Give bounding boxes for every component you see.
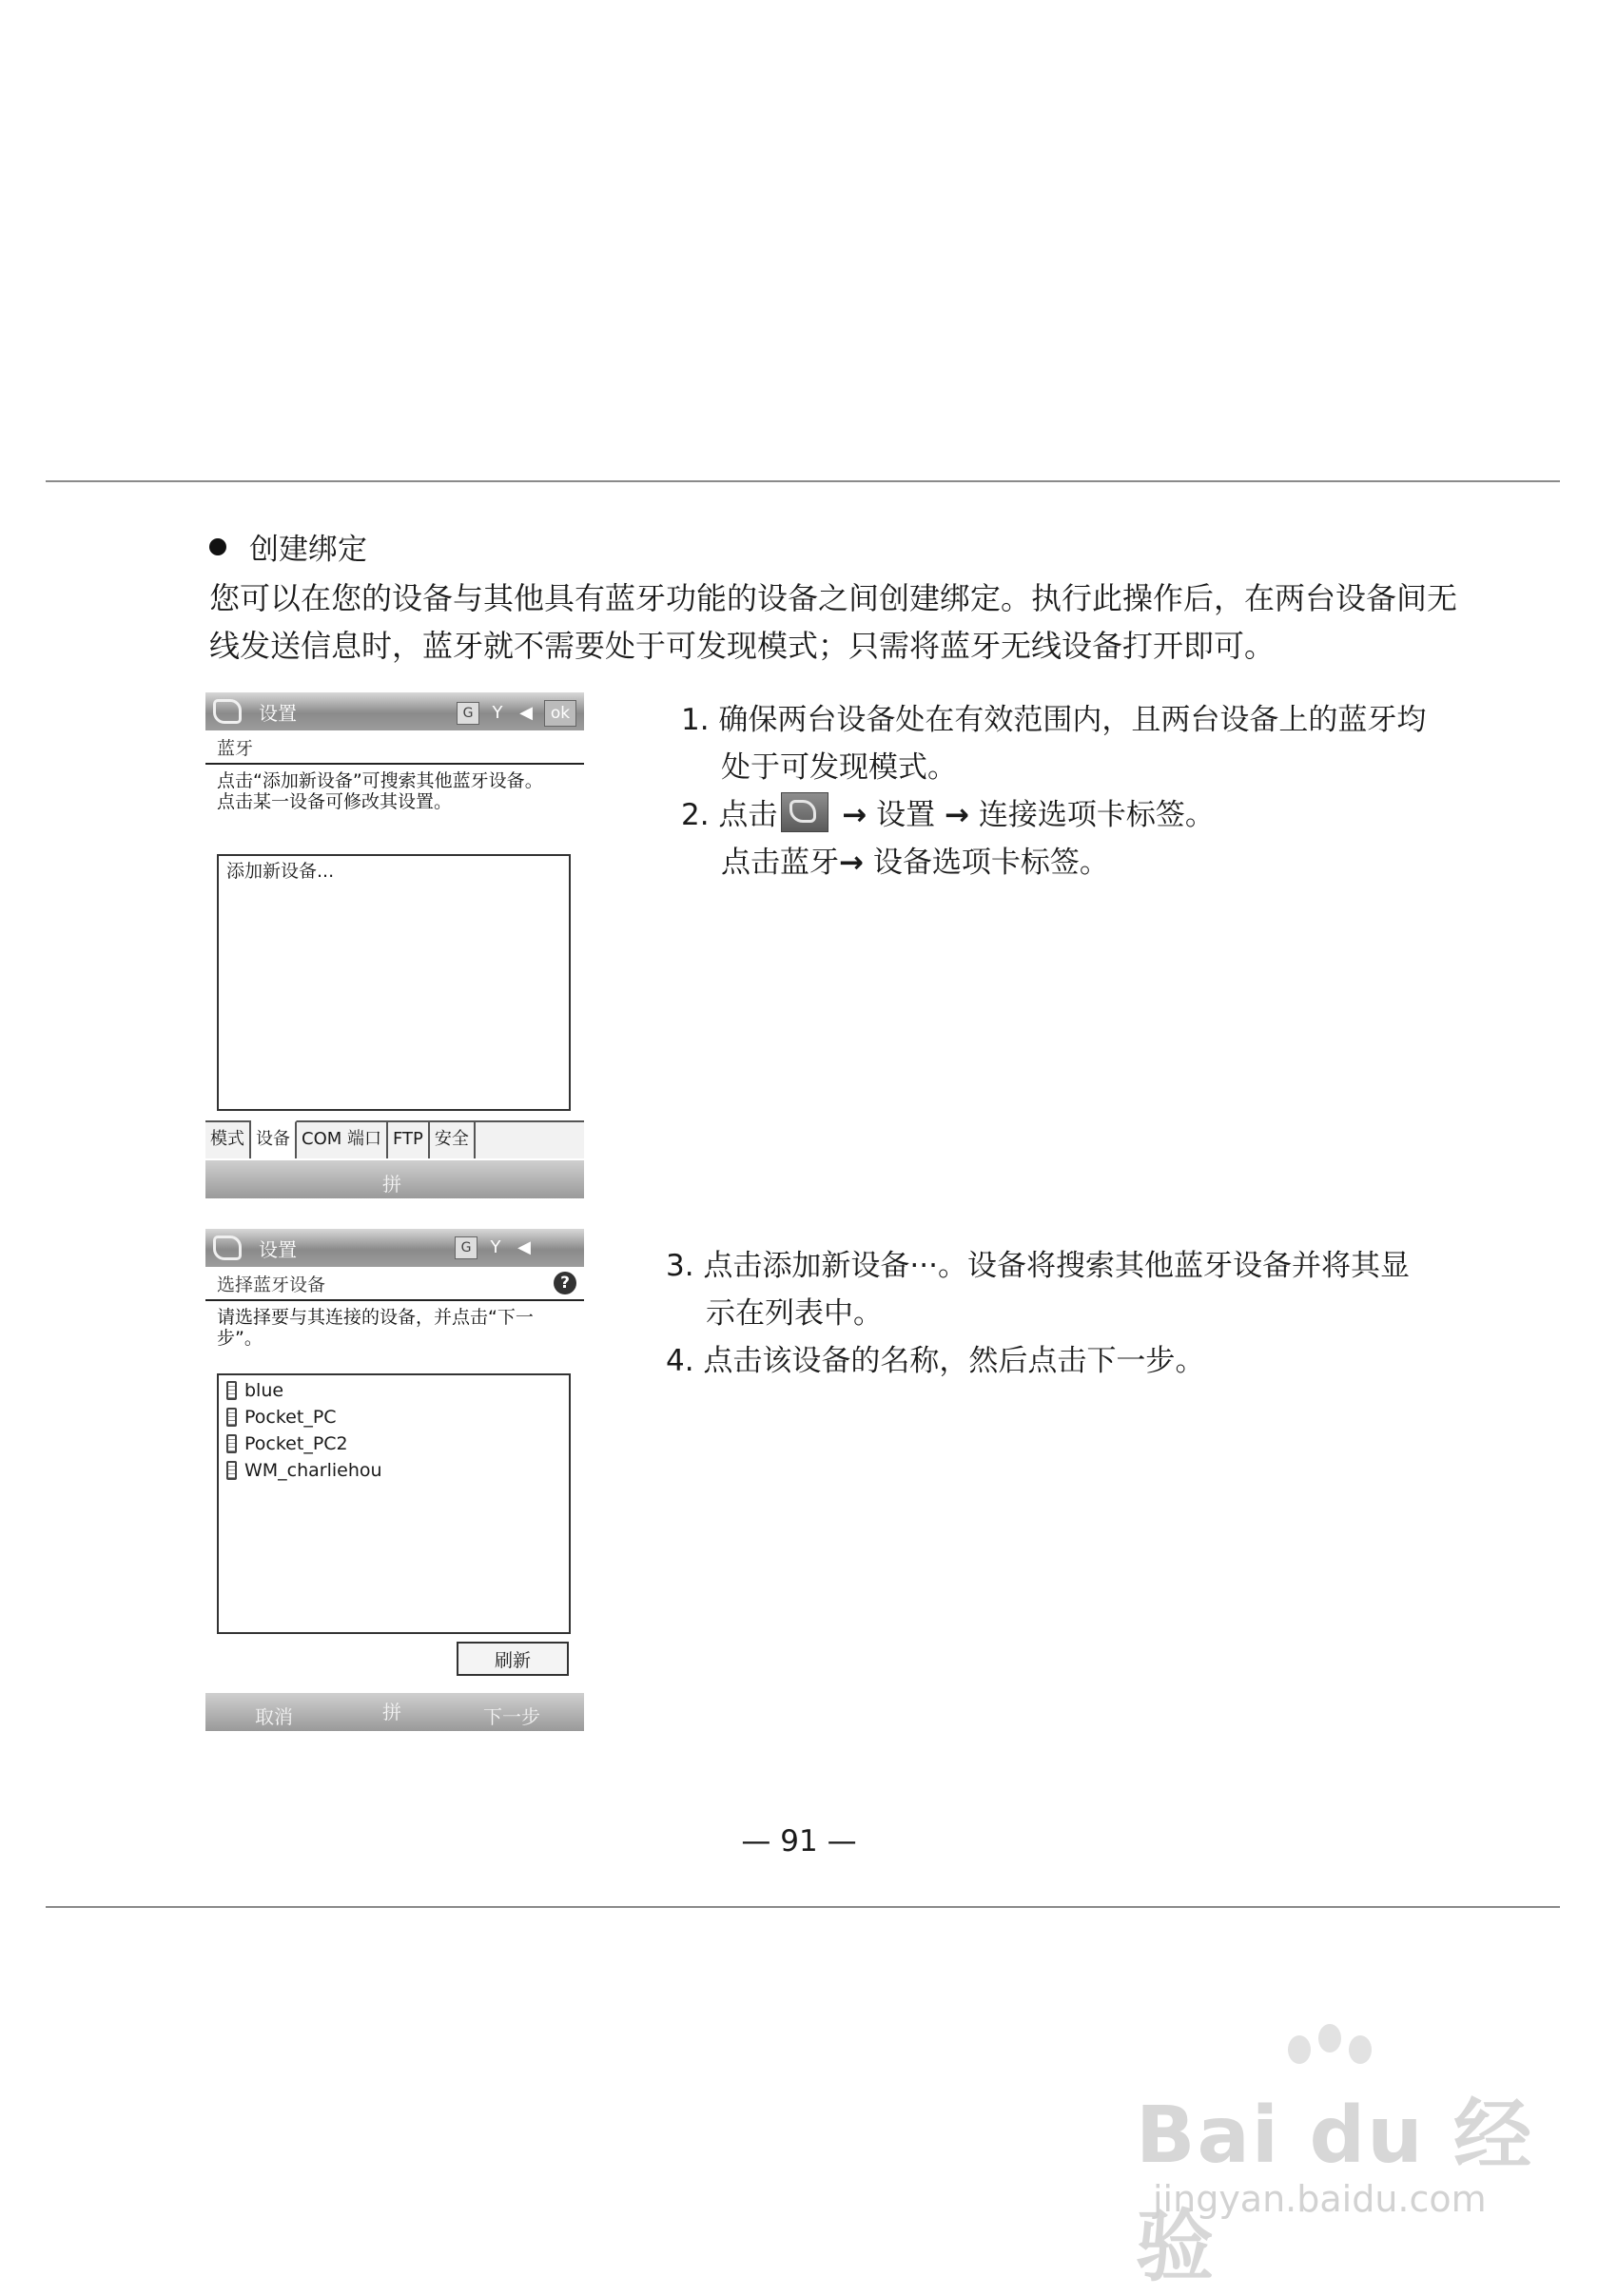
gprs-icon: G [455, 1236, 477, 1259]
baidu-watermark [1136, 2073, 1535, 2292]
volume-icon[interactable]: ◀ [519, 703, 533, 723]
add-new-device-item: 添加新设备... [226, 860, 335, 882]
subtitle: 蓝牙 [217, 737, 254, 759]
tab-mode[interactable]: 模式 [205, 1122, 251, 1158]
step-4-next: 下一步 [1086, 1344, 1176, 1378]
section-heading [209, 525, 367, 568]
page-number: — 91 — [741, 1824, 857, 1858]
section-title: 创建绑定 [249, 533, 367, 567]
step-3-prefix: 3. 点击 [666, 1249, 763, 1283]
paw-icon [1318, 2024, 1341, 2053]
device-name: blue [244, 1380, 284, 1401]
intro-line-1: 您可以在您的设备与其他具有蓝牙功能的设备之间创建绑定。执行此操作后，在两台设备间无 [209, 580, 1458, 616]
list-item[interactable] [219, 1457, 569, 1484]
device-name: Pocket_PC2 [244, 1433, 348, 1454]
step-4 [666, 1337, 1410, 1385]
tab-devices[interactable]: 设备 [251, 1120, 297, 1158]
screen-title: 设置 [259, 701, 297, 725]
tab-security[interactable]: 安全 [430, 1122, 476, 1158]
step-3-add: 添加新设备··· [762, 1249, 938, 1283]
steps-group-2 [666, 1242, 1410, 1385]
cancel-button[interactable]: 取消 [255, 1705, 293, 1728]
subtitle-bar [205, 1267, 584, 1301]
instructions [205, 765, 584, 812]
title-bar [205, 1229, 584, 1267]
paw-icon [1349, 2035, 1372, 2064]
step-3-line-2: 示在列表中。 [706, 1296, 883, 1331]
arrow-icon: → [842, 798, 867, 832]
gprs-icon: G [457, 702, 479, 725]
step-1-line-1: 1. 确保两台设备处在有效范围内，且两台设备上的蓝牙均 [681, 703, 1427, 737]
arrow-icon: → [839, 846, 864, 880]
subtitle: 选择蓝牙设备 [217, 1274, 326, 1295]
menu-bar [205, 1693, 584, 1731]
steps-group-1 [681, 696, 1426, 886]
instruction-line-1: 点击“添加新设备”可搜索其他蓝牙设备。 [217, 770, 543, 791]
windows-start-icon[interactable] [213, 699, 242, 724]
status-icons [457, 700, 576, 727]
list-item[interactable] [219, 856, 569, 883]
volume-icon[interactable]: ◀ [517, 1237, 531, 1257]
bottom-divider [46, 1906, 1560, 1908]
step-2b [681, 839, 1426, 886]
step-3-rest: 。设备将搜索其他蓝牙设备并将其显 [938, 1249, 1410, 1283]
tab-bar [205, 1120, 584, 1158]
windows-start-icon[interactable] [213, 1236, 242, 1260]
device-icon [226, 1381, 237, 1400]
paw-icon [1288, 2035, 1311, 2064]
list-item[interactable] [219, 1377, 569, 1404]
device-icon [226, 1461, 237, 1480]
step-2b-prefix: 点击 [721, 846, 780, 880]
tab-ftp[interactable]: FTP [388, 1122, 430, 1158]
step-2b-suffix: 设备选项卡标签。 [872, 846, 1109, 880]
screen-select-bluetooth-device [205, 1229, 584, 1733]
step-4-end: 。 [1175, 1344, 1205, 1378]
windows-start-icon [781, 792, 828, 832]
step-4-prefix: 4. 点击该设备的名称，然后点击 [666, 1344, 1087, 1378]
input-panel-button[interactable]: 拼 [382, 1701, 401, 1723]
screen-title: 设置 [259, 1237, 297, 1261]
instruction-line-1: 请选择要与其连接的设备，并点击“下一 [217, 1307, 534, 1328]
next-button[interactable]: 下一步 [483, 1705, 540, 1728]
top-divider [46, 480, 1560, 482]
arrow-icon: → [945, 798, 969, 832]
ok-button[interactable]: ok [544, 700, 576, 727]
list-item[interactable] [219, 1404, 569, 1430]
input-panel-button[interactable]: 拼 [382, 1173, 401, 1196]
intro-paragraph [209, 574, 1503, 670]
step-2-prefix: 2. 点击 [681, 798, 778, 832]
device-name: WM_charliehou [244, 1460, 382, 1481]
instruction-line-2: 点击某一设备可修改其设置。 [217, 791, 453, 812]
step-2-connect: 连接 [978, 798, 1038, 832]
device-list [217, 854, 571, 1111]
subtitle-bar [205, 730, 584, 765]
screen-bluetooth-devices [205, 692, 584, 1198]
status-icons [455, 1236, 535, 1259]
tab-com-port[interactable]: COM 端口 [297, 1122, 388, 1158]
step-2-setting: 设置 [876, 798, 936, 832]
refresh-button[interactable]: 刷新 [457, 1642, 569, 1676]
help-icon[interactable]: ? [554, 1272, 576, 1294]
step-3-line-1 [666, 1242, 1410, 1290]
device-name: Pocket_PC [244, 1407, 337, 1428]
list-item[interactable] [219, 1430, 569, 1457]
instructions [205, 1301, 584, 1349]
step-2 [681, 791, 1426, 839]
signal-icon: Y [492, 703, 503, 723]
instruction-line-2: 步”。 [217, 1328, 263, 1349]
menu-bar [205, 1160, 584, 1198]
step-2b-bluetooth: 蓝牙 [780, 846, 839, 880]
intro-line-2: 线发送信息时，蓝牙就不需要处于可发现模式；只需将蓝牙无线设备打开即可。 [209, 628, 1276, 664]
title-bar [205, 692, 584, 730]
device-icon [226, 1408, 237, 1427]
device-list [217, 1373, 571, 1634]
watermark-logo: Bai du 经验 [1136, 2091, 1534, 2292]
step-2-suffix: 选项卡标签。 [1037, 798, 1215, 832]
watermark-url: jingyan.baidu.com [1153, 2178, 1487, 2220]
step-1-line-2: 处于可发现模式。 [721, 750, 957, 785]
device-icon [226, 1434, 237, 1453]
bullet-icon [209, 538, 226, 555]
signal-icon: Y [490, 1237, 501, 1257]
